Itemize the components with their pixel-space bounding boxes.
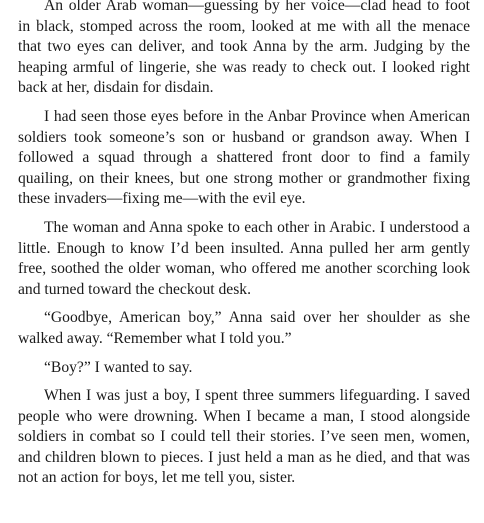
paragraph-4: “Goodbye, American boy,” Anna said over her shoulder as she walked away. “Remember what I told you.” [18,309,470,347]
paragraph-2: I had seen those eyes before in the Anbar Province when American soldiers took someone’s son or husband or grandson away. When I followed a squad through a shattered front door to find a family quailing, on their knees, but one strong mother or grandmother fixing these invaders—fixing me—with the evil eye. [18,107,470,208]
document-page [18,0,470,489]
paragraph-6: When I was just a boy, I spent three summers lifeguarding. I saved people who were drowning. When I became a man, I stood alongside soldiers in combat so I could tell their stories. I’ve seen men, women, and children blown to pieces. I just held a man as he died, and that was not an action for boys, let me tell you, sister. [18,387,470,487]
paragraph-5: “Boy?” I wanted to say. [44,358,193,376]
paragraph-3: The woman and Anna spoke to each other in Arabic. I understood a little. Enough to know I’d been insulted. Anna pulled her arm gently free, soothed the older woman, who offered me another scorching look and turned toward the checkout desk. [18,218,470,298]
paragraph-1: An older Arab woman—guessing by her voice—clad head to foot in black, stomped across the room, looked at me with all the menace that two eyes can deliver, and took Anna by the arm. Judging by the heaping armful of lingerie, she was ready to check out. I looked right back at her, disdain for disdain. [18,0,470,97]
